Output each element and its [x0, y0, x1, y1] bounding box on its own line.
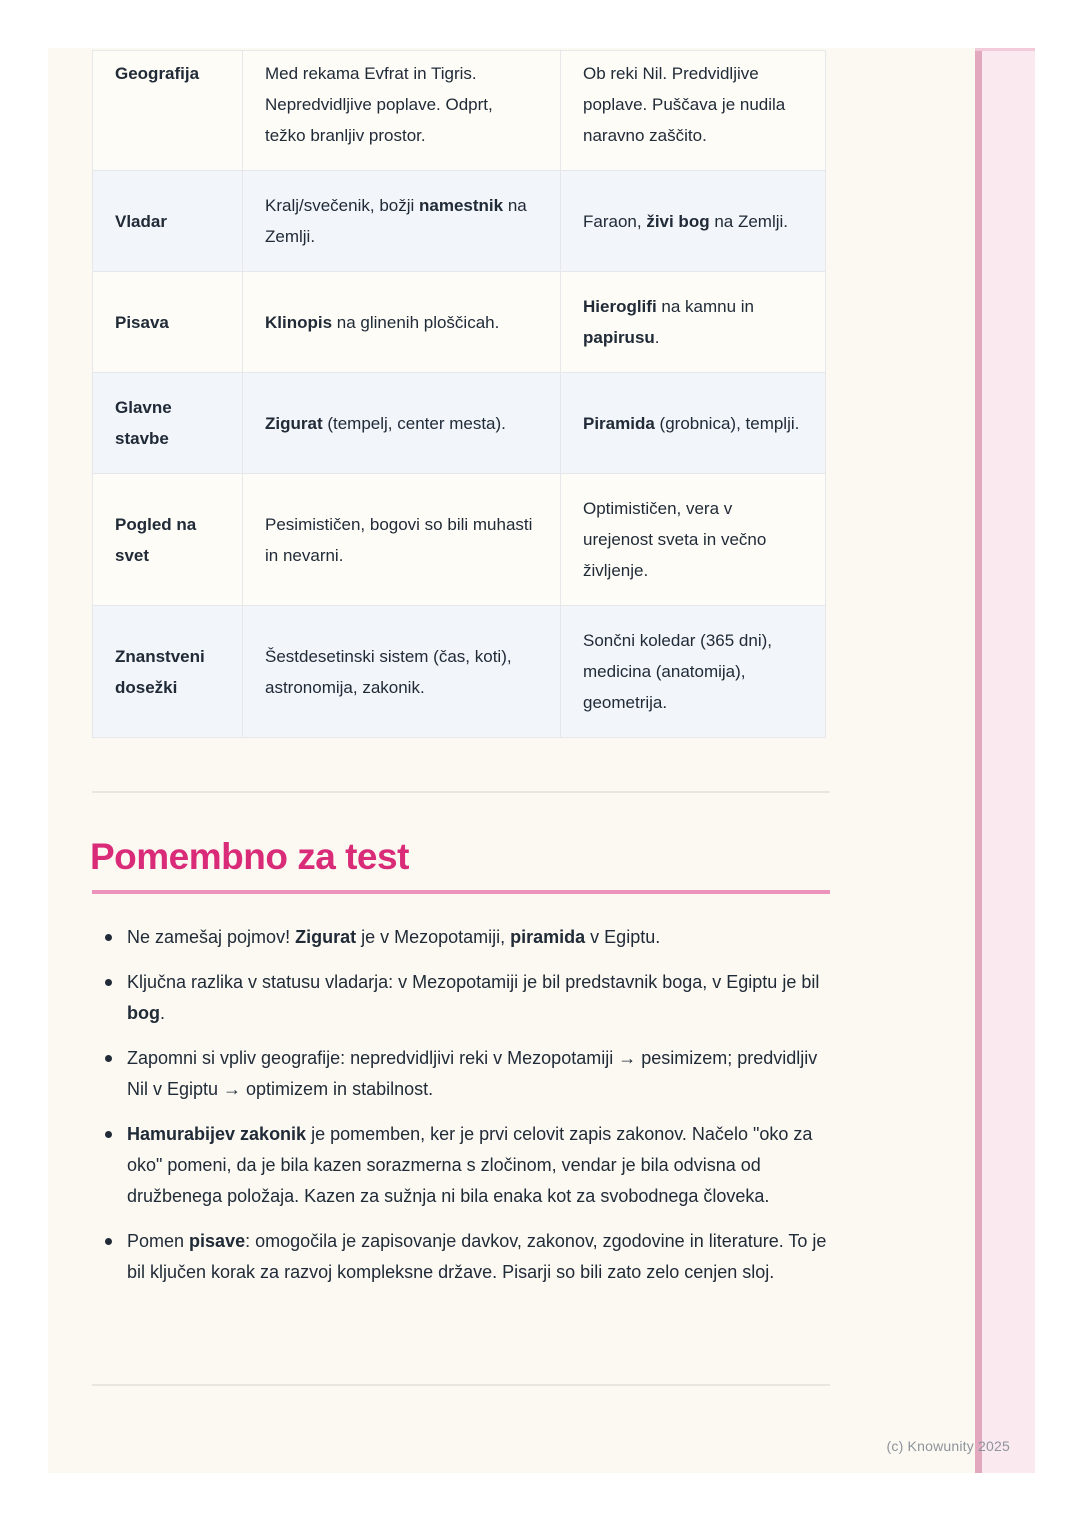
table-row	[93, 606, 826, 738]
table-row	[93, 373, 826, 474]
bold-text: pisave	[189, 1231, 246, 1251]
text: Ključna razlika v statusu vladarja: v Mezopotamiji je bil predstavnik boga, v Egiptu je bil	[127, 972, 820, 992]
bold-text: bog	[127, 1003, 160, 1023]
egypt-cell	[561, 474, 826, 606]
bullet-item	[92, 922, 830, 953]
mesopotamia-cell	[243, 171, 561, 272]
bold-text: Hamurabijev zakonik	[127, 1124, 307, 1144]
bold-text: Klinopis	[265, 312, 333, 332]
text: Sončni koledar (365 dni), medicina (anatomija), geometrija.	[583, 631, 773, 712]
text: Ob reki Nil. Predvidljive poplave. Puščava je nudila naravno zaščito.	[583, 64, 786, 145]
text: Pesimističen, bogovi so bili muhasti in nevarni.	[265, 514, 533, 565]
text: Zapomni si vpliv geografije: nepredvidljivi reki v Mezopotamiji → pesimizem; predvidljiv Nil v Egiptu → optimizem in stabilnost.	[127, 1048, 818, 1099]
page-content	[92, 48, 832, 1473]
bold-text: Piramida	[583, 413, 655, 433]
text: Šestdesetinski sistem (čas, koti), astronomija, zakonik.	[265, 646, 512, 697]
text: (tempelj, center mesta).	[322, 413, 506, 433]
comparison-table	[92, 50, 826, 738]
text: Faraon,	[583, 211, 647, 231]
title-underline	[92, 890, 830, 894]
bold-text: Hieroglifi	[583, 297, 657, 316]
bullet-item	[92, 1043, 830, 1105]
mesopotamia-cell	[243, 51, 561, 171]
bold-text: namestnik	[419, 196, 504, 215]
key-points-list	[92, 922, 830, 1302]
text: Pomen	[127, 1231, 190, 1251]
copyright-text: (c) Knowunity 2025	[886, 1438, 1010, 1454]
text: Kralj/svečenik, božji	[265, 196, 420, 215]
note-page	[48, 48, 1035, 1473]
text: Med rekama Evfrat in Tigris. Nepredvidljive poplave. Odprt, težko branljiv prostor.	[265, 64, 493, 145]
egypt-cell	[561, 373, 826, 474]
mesopotamia-cell	[243, 606, 561, 738]
bold-text: papirusu	[583, 328, 655, 347]
row-label-cell: Pisava	[93, 272, 243, 373]
table-row	[93, 272, 826, 373]
row-label-cell: Znanstveni dosežki	[93, 606, 243, 738]
row-label-cell: Glavne stavbe	[93, 373, 243, 474]
section-divider	[92, 791, 830, 793]
bold-text: Zigurat	[265, 413, 323, 433]
egypt-cell	[561, 272, 826, 373]
row-label-cell: Geografija	[93, 51, 243, 171]
text: .	[654, 328, 660, 347]
bold-text: živi bog	[646, 211, 710, 231]
text: je pomemben, ker je prvi celovit zapis zakonov. Načelo "oko za oko" pomeni, da je bila kazen sorazmerna s zločinom, vendar je bila odvisna od družbenega položaja. Kazen za sužnja ni bila enaka kot za svobodnega človeka.	[127, 1124, 813, 1206]
mesopotamia-cell	[243, 272, 561, 373]
text: je v Mezopotamiji,	[356, 927, 511, 947]
text: Ne zamešaj pojmov!	[127, 927, 296, 947]
row-label-cell: Pogled na svet	[93, 474, 243, 606]
text: : omogočila je zapisovanje davkov, zakonov, zgodovine in literature. To je bil ključen korak za razvoj kompleksne države. Pisarji so bili zato zelo cenjen sloj.	[127, 1231, 827, 1282]
text: Optimističen, vera v urejenost sveta in večno življenje.	[583, 499, 767, 580]
row-label-cell: Vladar	[93, 171, 243, 272]
egypt-cell	[561, 171, 826, 272]
egypt-cell	[561, 51, 826, 171]
page-edge-decoration	[975, 48, 1035, 1473]
table-row	[93, 474, 826, 606]
text: na Zemlji.	[709, 211, 789, 231]
bullet-item	[92, 1119, 830, 1212]
text: na glinenih ploščicah.	[332, 312, 500, 332]
bold-text: Zigurat	[295, 927, 357, 947]
text: (grobnica), templji.	[654, 413, 800, 433]
bottom-divider	[92, 1384, 830, 1386]
text: v Egiptu.	[585, 927, 661, 947]
text: .	[160, 1003, 166, 1023]
mesopotamia-cell	[243, 474, 561, 606]
page-edge-line	[975, 51, 982, 1473]
text: na Zemlji.	[265, 196, 527, 246]
text: na kamnu in	[656, 297, 755, 316]
mesopotamia-cell	[243, 373, 561, 474]
table-row	[93, 171, 826, 272]
egypt-cell	[561, 606, 826, 738]
section-title: Pomembno za test	[90, 836, 409, 877]
bullet-item	[92, 967, 830, 1029]
table-row	[93, 51, 826, 171]
bullet-item	[92, 1226, 830, 1288]
bold-text: piramida	[510, 927, 586, 947]
